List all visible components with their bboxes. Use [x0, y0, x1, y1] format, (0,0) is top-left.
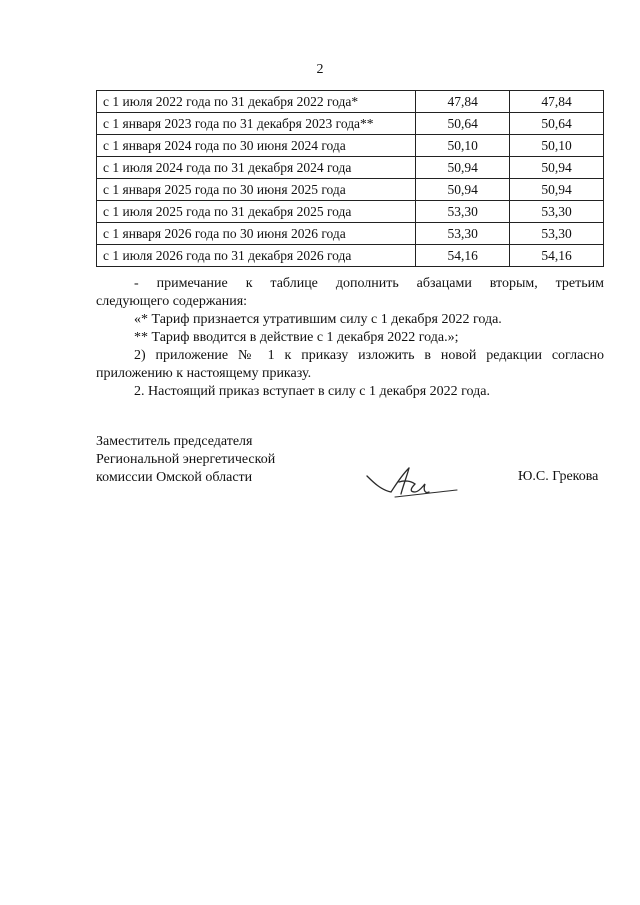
- value-2-cell: 50,94: [510, 157, 604, 179]
- period-cell: с 1 января 2025 года по 30 июня 2025 года: [97, 179, 416, 201]
- value-1-cell: 50,10: [416, 135, 510, 157]
- handwritten-signature: [365, 462, 460, 500]
- signer-position-line-2: Региональной энергетической: [96, 452, 276, 467]
- table-note-line-2: следующего содержания:: [96, 294, 248, 309]
- value-2-cell: 53,30: [510, 201, 604, 223]
- document-body: [96, 275, 604, 401]
- value-1-cell: 50,94: [416, 157, 510, 179]
- table-row: [97, 135, 604, 157]
- signer-position-line-1: Заместитель председателя: [96, 434, 253, 449]
- table-row: [97, 223, 604, 245]
- value-2-cell: 50,64: [510, 113, 604, 135]
- table-row: [97, 157, 604, 179]
- value-2-cell: 47,84: [510, 91, 604, 113]
- page-number: 2: [316, 62, 324, 77]
- signer-position-line-3: комиссии Омской области: [96, 470, 253, 485]
- period-cell: с 1 июля 2026 года по 31 декабря 2026 года: [97, 245, 416, 267]
- signer-name: Ю.С. Грекова: [518, 469, 599, 484]
- value-1-cell: 47,84: [416, 91, 510, 113]
- value-1-cell: 50,94: [416, 179, 510, 201]
- table-row: [97, 113, 604, 135]
- value-2-cell: 50,94: [510, 179, 604, 201]
- period-cell: с 1 января 2024 года по 30 июня 2024 года: [97, 135, 416, 157]
- value-1-cell: 50,64: [416, 113, 510, 135]
- period-cell: с 1 января 2026 года по 30 июня 2026 года: [97, 223, 416, 245]
- item-2-line-1: 2) приложение № 1 к приказу изложить в новой редакции согласно: [134, 348, 604, 363]
- clause-2: 2. Настоящий приказ вступает в силу с 1 декабря 2022 года.: [134, 384, 490, 399]
- tariff-table-body: [97, 91, 604, 267]
- tariff-table: [96, 90, 604, 267]
- table-row: [97, 245, 604, 267]
- value-1-cell: 53,30: [416, 223, 510, 245]
- footnote-1: «* Тариф признается утратившим силу с 1 декабря 2022 года.: [134, 312, 502, 327]
- value-2-cell: 50,10: [510, 135, 604, 157]
- footnote-2: ** Тариф вводится в действие с 1 декабря 2022 года.»;: [134, 330, 459, 345]
- table-row: [97, 179, 604, 201]
- value-1-cell: 53,30: [416, 201, 510, 223]
- period-cell: с 1 июля 2022 года по 31 декабря 2022 года*: [97, 91, 416, 113]
- period-cell: с 1 июля 2024 года по 31 декабря 2024 года: [97, 157, 416, 179]
- value-2-cell: 54,16: [510, 245, 604, 267]
- value-2-cell: 53,30: [510, 223, 604, 245]
- value-1-cell: 54,16: [416, 245, 510, 267]
- period-cell: с 1 января 2023 года по 31 декабря 2023 года**: [97, 113, 416, 135]
- period-cell: с 1 июля 2025 года по 31 декабря 2025 года: [97, 201, 416, 223]
- item-2-line-2: приложению к настоящему приказу.: [96, 366, 312, 381]
- table-note-line-1: - примечание к таблице дополнить абзацами вторым, третьим: [134, 276, 604, 291]
- table-row: [97, 91, 604, 113]
- signer-position: [96, 433, 275, 487]
- table-row: [97, 201, 604, 223]
